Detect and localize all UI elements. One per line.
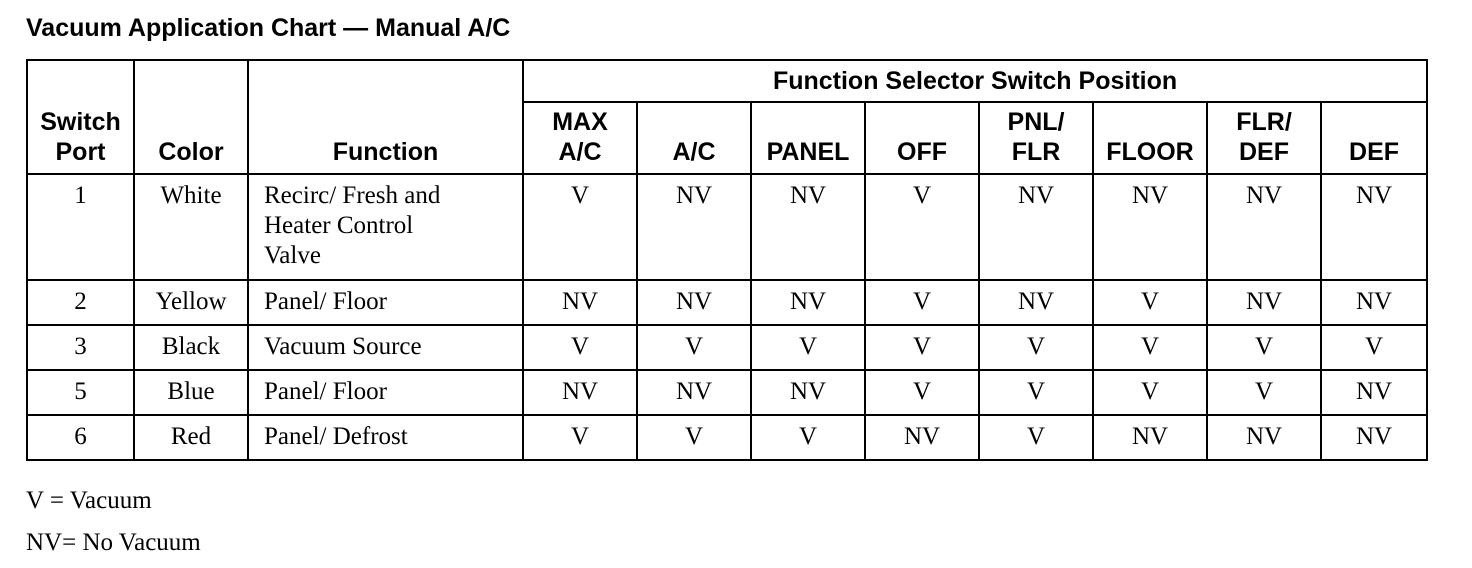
header-position: PNL/ FLR <box>979 102 1093 174</box>
cell-vacuum-value: NV <box>637 280 751 325</box>
table-row <box>27 370 1427 415</box>
cell-color: Red <box>134 415 248 460</box>
cell-vacuum-value: NV <box>1321 280 1427 325</box>
cell-function: Panel/ Floor <box>248 280 523 325</box>
header-position: PANEL <box>751 102 865 174</box>
cell-switch-port: 2 <box>27 280 134 325</box>
header-position: MAX A/C <box>523 102 637 174</box>
cell-function: Recirc/ Fresh and Heater Control Valve <box>248 174 523 280</box>
cell-vacuum-value: NV <box>1093 174 1207 280</box>
cell-color: Yellow <box>134 280 248 325</box>
cell-vacuum-value: V <box>1207 370 1321 415</box>
header-position: FLOOR <box>1093 102 1207 174</box>
cell-vacuum-value: V <box>751 415 865 460</box>
table-row <box>27 174 1427 280</box>
cell-vacuum-value: V <box>865 280 979 325</box>
cell-vacuum-value: V <box>865 174 979 280</box>
cell-vacuum-value: V <box>523 415 637 460</box>
cell-vacuum-value: NV <box>1321 415 1427 460</box>
cell-vacuum-value: V <box>637 325 751 370</box>
chart-title: Vacuum Application Chart — Manual A/C <box>26 14 511 42</box>
cell-function: Panel/ Defrost <box>248 415 523 460</box>
cell-vacuum-value: NV <box>751 174 865 280</box>
table-row <box>27 280 1427 325</box>
cell-vacuum-value: V <box>523 325 637 370</box>
header-position: FLR/ DEF <box>1207 102 1321 174</box>
cell-vacuum-value: NV <box>1321 370 1427 415</box>
cell-vacuum-value: V <box>1093 280 1207 325</box>
cell-switch-port: 1 <box>27 174 134 280</box>
cell-vacuum-value: V <box>979 370 1093 415</box>
cell-switch-port: 6 <box>27 415 134 460</box>
legend-no-vacuum: NV= No Vacuum <box>26 529 201 556</box>
cell-vacuum-value: V <box>523 174 637 280</box>
cell-vacuum-value: NV <box>865 415 979 460</box>
vacuum-application-table <box>26 59 1428 461</box>
cell-vacuum-value: V <box>865 370 979 415</box>
cell-color: Blue <box>134 370 248 415</box>
cell-vacuum-value: NV <box>751 370 865 415</box>
cell-vacuum-value: NV <box>751 280 865 325</box>
cell-switch-port: 3 <box>27 325 134 370</box>
cell-vacuum-value: NV <box>637 174 751 280</box>
cell-vacuum-value: NV <box>1207 174 1321 280</box>
cell-vacuum-value: V <box>1093 325 1207 370</box>
cell-function: Vacuum Source <box>248 325 523 370</box>
cell-color: Black <box>134 325 248 370</box>
cell-vacuum-value: NV <box>637 370 751 415</box>
cell-vacuum-value: V <box>865 325 979 370</box>
header-switch-port: Switch Port <box>27 60 134 174</box>
cell-vacuum-value: NV <box>1207 415 1321 460</box>
header-position: A/C <box>637 102 751 174</box>
cell-vacuum-value: NV <box>523 280 637 325</box>
legend-vacuum: V = Vacuum <box>26 487 152 514</box>
cell-vacuum-value: V <box>1321 325 1427 370</box>
cell-vacuum-value: V <box>1207 325 1321 370</box>
header-color: Color <box>134 60 248 174</box>
cell-vacuum-value: V <box>979 415 1093 460</box>
cell-vacuum-value: NV <box>979 174 1093 280</box>
cell-vacuum-value: NV <box>1093 415 1207 460</box>
cell-switch-port: 5 <box>27 370 134 415</box>
cell-vacuum-value: NV <box>1321 174 1427 280</box>
cell-vacuum-value: NV <box>523 370 637 415</box>
cell-function: Panel/ Floor <box>248 370 523 415</box>
cell-vacuum-value: NV <box>979 280 1093 325</box>
cell-vacuum-value: V <box>1093 370 1207 415</box>
cell-vacuum-value: V <box>979 325 1093 370</box>
header-position: DEF <box>1321 102 1427 174</box>
cell-vacuum-value: V <box>637 415 751 460</box>
header-position: OFF <box>865 102 979 174</box>
cell-vacuum-value: V <box>751 325 865 370</box>
cell-vacuum-value: NV <box>1207 280 1321 325</box>
header-function-selector-group: Function Selector Switch Position <box>523 60 1427 102</box>
table-row <box>27 325 1427 370</box>
header-function: Function <box>248 60 523 174</box>
cell-color: White <box>134 174 248 280</box>
table-row <box>27 415 1427 460</box>
